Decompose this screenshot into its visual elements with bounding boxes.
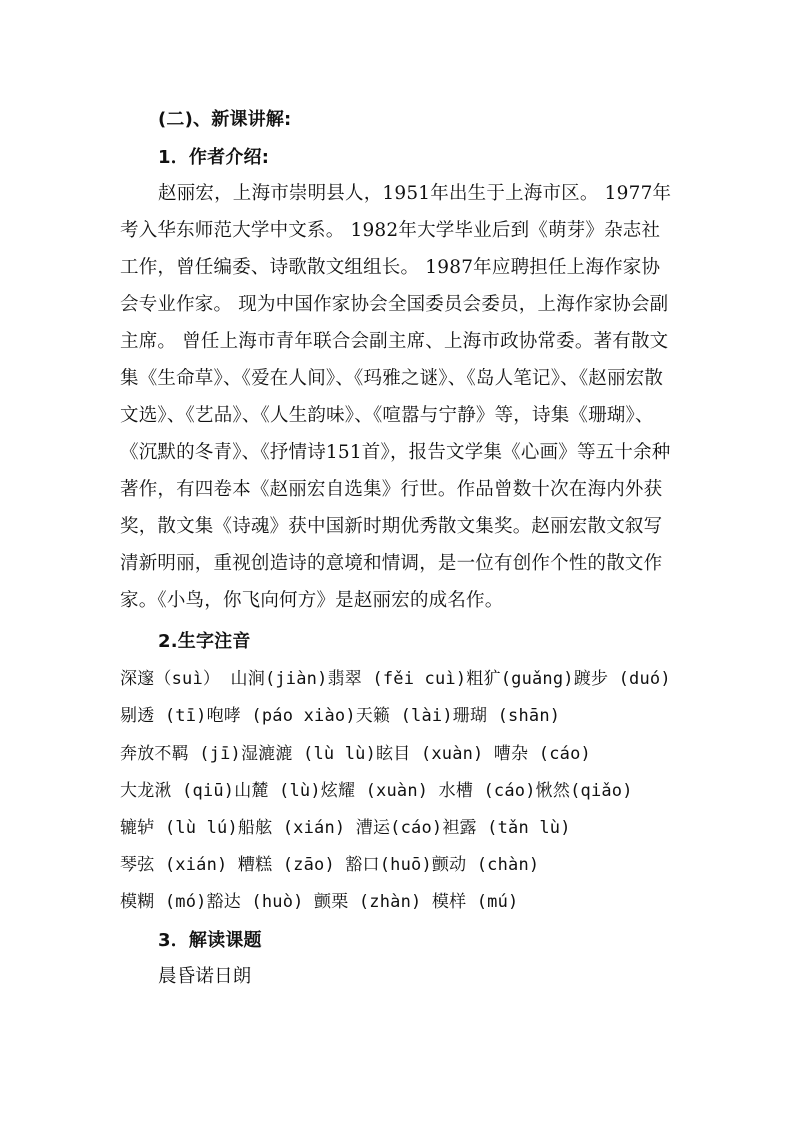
author-paragraph-line: 主席。 曾任上海市青年联合会副主席、上海市政协常委。著有散文 — [120, 331, 669, 352]
author-paragraph-line: 工作，曾任编委、诗歌散文组组长。 1987年应聘担任上海作家协 — [120, 257, 661, 278]
pinyin-line: 琴弦 (xián) 糟糕 (zāo) 豁口(huō)颤动 (chàn) — [120, 855, 540, 875]
title-reading-line: 晨昏诺日朗 — [158, 966, 252, 987]
author-paragraph-line: 赵丽宏，上海市崇明县人，1951年出生于上海市区。 1977年 — [158, 183, 672, 204]
author-paragraph-line: 会专业作家。 现为中国作家协会全国委员会委员，上海作家协会副 — [120, 294, 669, 315]
author-paragraph-line: 家。《小鸟，你飞向何方》是赵丽宏的成名作。 — [120, 590, 504, 611]
author-paragraph-line: 清新明丽，重视创造诗的意境和情调，是一位有创作个性的散文作 — [120, 553, 663, 574]
pinyin-line: 奔放不羁 (jī)湿漉漉 (lù lù)眩目 (xuàn) 嘈杂 (cáo) — [120, 744, 591, 764]
author-heading: 1．作者介绍: — [158, 147, 270, 168]
title-reading-heading: 3．解读课题 — [158, 930, 262, 951]
pinyin-line: 辘轳 (lù lú)船舷 (xián) 漕运(cáo)袒露 (tǎn lù) — [120, 818, 571, 838]
section-heading: (二)、新课讲解: — [158, 109, 292, 130]
pinyin-line: 剔透 (tī)咆哮 (páo xiào)天籁 (lài)珊瑚 (shān) — [120, 706, 561, 726]
characters-heading: 2.生字注音 — [158, 631, 251, 652]
author-paragraph-line: 考入华东师范大学中文系。 1982年大学毕业后到《萌芽》杂志社 — [120, 220, 661, 241]
author-paragraph-line: 文选》、《艺品》、《人生韵味》、《喧嚣与宁静》等，诗集《珊瑚》、 — [120, 405, 654, 426]
author-paragraph-line: 集《生命草》、《爱在人间》、《玛雅之谜》、《岛人笔记》、《赵丽宏散 — [120, 368, 664, 389]
pinyin-line: 深邃（suì） 山涧(jiàn)翡翠 (fěi cuì)粗犷(guǎng)踱步 (duó) — [120, 669, 671, 689]
pinyin-line: 大龙湫 (qiū)山麓 (lù)炫耀 (xuàn) 水槽 (cáo)愀然(qiǎo) — [120, 781, 633, 801]
author-paragraph-line: 著作，有四卷本《赵丽宏自选集》行世。作品曾数十次在海内外获 — [120, 479, 663, 500]
author-paragraph-line: 《沉默的冬青》、《抒情诗151首》，报告文学集《心画》等五十余种 — [120, 442, 671, 463]
author-paragraph-line: 奖，散文集《诗魂》获中国新时期优秀散文集奖。赵丽宏散文叙写 — [120, 516, 663, 537]
pinyin-line: 模糊 (mó)豁达 (huò) 颤栗 (zhàn) 模样 (mú) — [120, 892, 519, 912]
